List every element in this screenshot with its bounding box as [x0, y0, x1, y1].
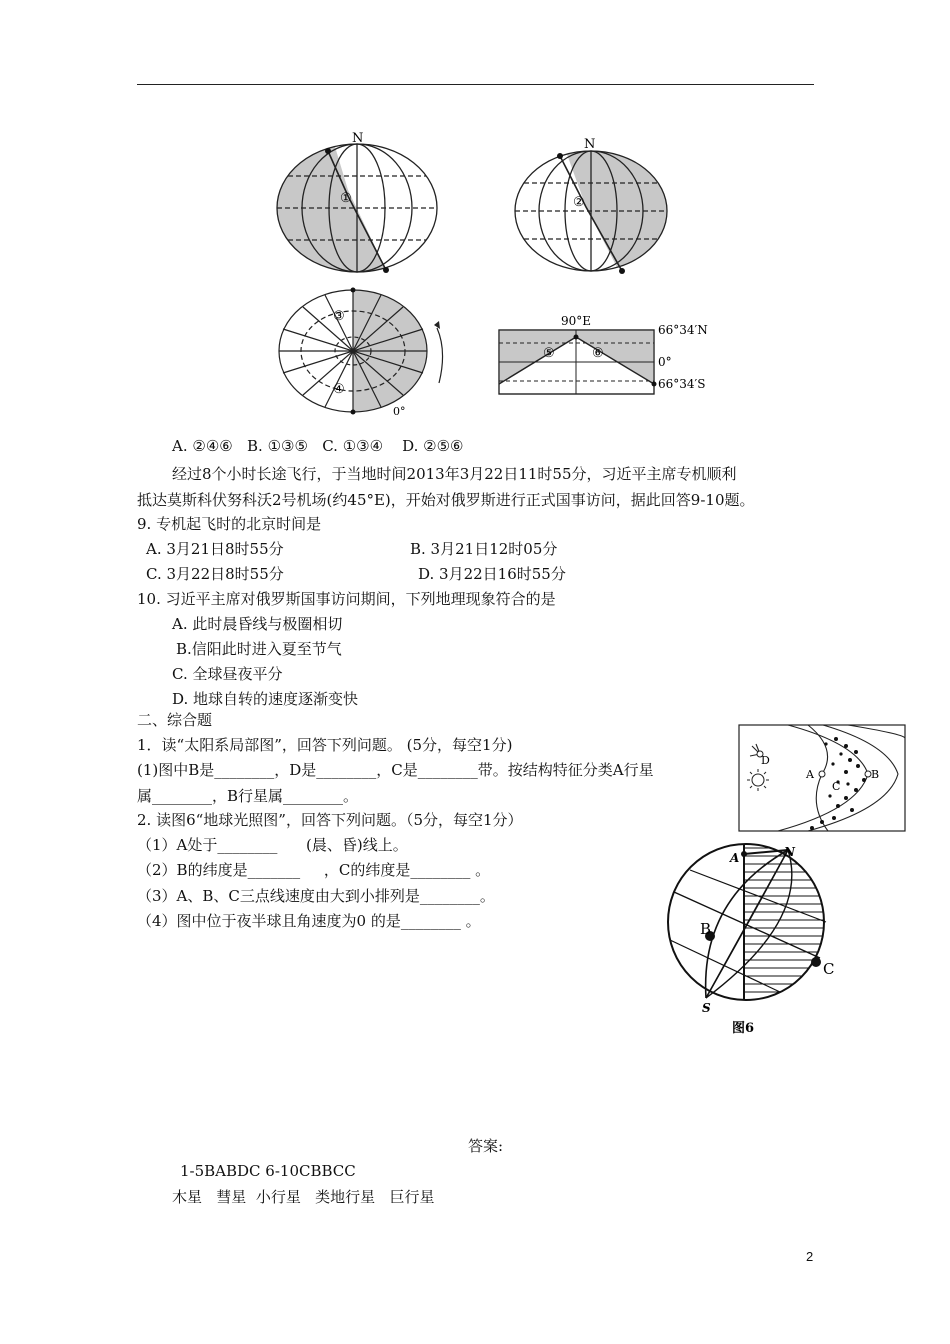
solar-system-figure — [738, 724, 906, 832]
rect-top-label: 90°E — [561, 314, 592, 328]
q9-option-b: B. 3月21日12时05分 — [410, 540, 558, 558]
q10-option-a: A. 此时晨昏线与极圈相切 — [172, 615, 343, 633]
rect-mark-left: ⑤ — [543, 346, 555, 361]
rect-equator-label: 0° — [658, 355, 672, 369]
s2-line-1: （1）A处于________ (晨、昏)线上。 — [137, 836, 408, 854]
rect-map-figure — [495, 310, 725, 402]
solar-d-label: D — [761, 754, 770, 767]
polar-mark-bottom: ④ — [333, 382, 345, 397]
q10-option-d: D. 地球自转的速度逐渐变快 — [172, 690, 359, 708]
s1-line-1: (1)图中B是________，D是________，C是________带。按结构特征分类A行星 — [137, 761, 654, 779]
answers-line-2: 木星 彗星 小行星 类地行星 巨行星 — [172, 1188, 435, 1206]
polar-figure — [275, 283, 450, 418]
s1-line-2: 属________，B行星属________。 — [137, 787, 359, 805]
s1-stem: 1．读“太阳系局部图”，回答下列问题。 (5分，每空1分) — [137, 736, 513, 754]
globe2-mark: ② — [573, 195, 585, 210]
q9-stem: 9. 专机起飞时的北京时间是 — [137, 515, 322, 533]
passage-line-1: 经过8个小时长途飞行，于当地时间2013年3月22日11时55分，习近平主席专机顺利 — [172, 465, 737, 483]
earth-illumination-figure-6 — [660, 840, 840, 1040]
s2-stem: 2. 读图6“地球光照图”，回答下列问题。（5分，每空1分） — [137, 811, 523, 829]
fig6-c-label: C — [823, 960, 835, 978]
fig6-b-label: B — [700, 920, 712, 938]
answers-line-1: 1-5BABDC 6-10CBBCC — [180, 1162, 356, 1180]
question8-options: A. ②④⑥ B. ①③⑤ C. ①③④ D. ②⑤⑥ — [172, 437, 464, 455]
passage-line-2: 抵达莫斯科伏努科沃2号机场(约45°E)，开始对俄罗斯进行正式国事访问，据此回答9-10题。 — [137, 491, 755, 509]
s2-line-2: （2）B的纬度是_______ ，C的纬度是________ 。 — [137, 861, 491, 879]
fig6-n-label: N — [784, 845, 795, 859]
q10-option-b: B.信阳此时进入夏至节气 — [176, 640, 342, 658]
globe-figure-1 — [272, 130, 442, 278]
globe-figure-2 — [510, 135, 672, 277]
s2-line-4: （4）图中位于夜半球且角速度为0 的是________ 。 — [137, 912, 481, 930]
solar-c-label: C — [832, 780, 841, 793]
q9-option-d: D. 3月22日16时55分 — [418, 565, 566, 583]
fig6-a-label: A — [730, 851, 740, 865]
solar-b-label: B — [871, 768, 880, 781]
fig6-s-label: S — [702, 1001, 711, 1015]
globe1-mark: ① — [340, 191, 352, 206]
q9-option-c: C. 3月22日8时55分 — [146, 565, 284, 583]
polar-mark-top: ③ — [333, 309, 345, 324]
page-number: 2 — [806, 1249, 814, 1264]
solar-a-label: A — [806, 768, 814, 781]
rect-lat-s-label: 66°34′S — [658, 377, 706, 391]
section-2-heading: 二、综合题 — [137, 711, 213, 729]
polar-meridian-label: 0° — [393, 405, 406, 418]
s2-line-3: （3）A、B、C三点线速度由大到小排列是________。 — [137, 887, 495, 905]
rect-mark-right: ⑥ — [592, 346, 604, 361]
q10-option-c: C. 全球昼夜平分 — [172, 665, 283, 683]
q10-stem: 10. 习近平主席对俄罗斯国事访问期间，下列地理现象符合的是 — [137, 590, 556, 608]
fig6-caption: 图6 — [732, 1021, 755, 1036]
answers-title: 答案: — [468, 1137, 504, 1155]
globe2-north-label: N — [584, 137, 596, 152]
globe1-north-label: N — [352, 131, 364, 146]
header-rule — [137, 84, 814, 85]
q9-option-a: A. 3月21日8时55分 — [146, 540, 284, 558]
rect-lat-n-label: 66°34′N — [658, 323, 708, 337]
